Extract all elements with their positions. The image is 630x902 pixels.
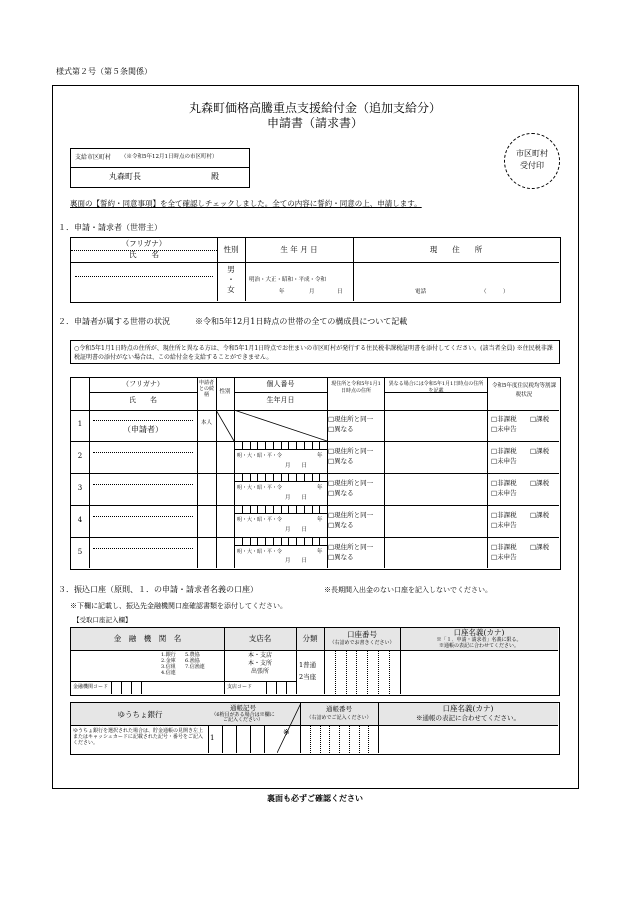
digit-separator bbox=[265, 473, 266, 481]
row-undeclared: □未申告 bbox=[491, 553, 517, 561]
yucho-note: ゆうちょ銀行を選択された場合は、貯金通帳の見開き左上またはキャッシュカードに記載された記号・番号をご記入ください。 bbox=[73, 728, 204, 746]
row-month-day: 月 日 bbox=[285, 527, 308, 533]
digit-separator bbox=[242, 473, 243, 481]
digit-separator bbox=[288, 537, 289, 545]
digit-separator bbox=[304, 473, 305, 481]
title-line2: 申請書（請求書） bbox=[266, 116, 363, 130]
section2-heading-note: ※令和5年12月1日時点の世帯の全ての構成員について記載 bbox=[195, 317, 408, 326]
s2-mynumber-header: 個人番号 bbox=[266, 380, 295, 388]
row-different: □異なる bbox=[328, 521, 354, 529]
bank-name-header: 金 融 機 関 名 bbox=[113, 634, 182, 643]
digit-separator bbox=[265, 505, 266, 513]
s2-diff-header: 異なる場合には令和5年1月1日時点の住所を記載 bbox=[388, 381, 484, 394]
row-undeclared: □未申告 bbox=[491, 521, 517, 529]
digit-separator bbox=[389, 650, 390, 694]
bank-table bbox=[70, 627, 560, 696]
digit-separator bbox=[304, 441, 305, 449]
row-month-day: 月 日 bbox=[285, 558, 308, 564]
row-nen: 年 bbox=[317, 453, 323, 459]
digit-separator bbox=[288, 473, 289, 481]
row-number: 2 bbox=[77, 452, 83, 460]
digit-separator bbox=[276, 681, 277, 694]
row-different: □異なる bbox=[328, 489, 354, 497]
row-month-day: 月 日 bbox=[285, 463, 308, 469]
row-era: 明・大・昭・平・令 bbox=[237, 485, 283, 491]
row-taxed: □課税 bbox=[530, 415, 550, 423]
bank-type-4: 4.信連 bbox=[161, 670, 176, 676]
holder-header: 口座名義(カナ) bbox=[453, 628, 505, 637]
digit-separator bbox=[319, 441, 320, 449]
recipient-label: 支給市区町村 bbox=[75, 154, 112, 161]
bank-type-1: 1.銀行 bbox=[161, 652, 176, 658]
applicant-table bbox=[70, 237, 561, 303]
digit-separator bbox=[304, 537, 305, 545]
digit-separator bbox=[264, 725, 265, 753]
recipient-box bbox=[70, 148, 250, 188]
household-table bbox=[70, 377, 561, 570]
row-undeclared: □未申告 bbox=[491, 457, 517, 465]
row-same: □現住所と同一 bbox=[328, 479, 374, 487]
digit-separator bbox=[310, 725, 311, 753]
section3-note2: ※下欄に記載し、振込先金融機関口座確認書類を添付してください。 bbox=[70, 602, 287, 610]
row-era: 明・大・昭・平・令 bbox=[237, 549, 283, 555]
digit-separator bbox=[319, 505, 320, 513]
digit-separator bbox=[288, 441, 289, 449]
digit-separator bbox=[273, 505, 274, 513]
holder-note1: ※「１．申請・請求者」名義に限る。 bbox=[436, 637, 522, 643]
row-taxed: □課税 bbox=[530, 511, 550, 519]
bank-type-6: 6.漁協 bbox=[185, 658, 200, 664]
digit-separator bbox=[319, 473, 320, 481]
s2-furigana-header: （フリガナ） bbox=[122, 380, 164, 388]
notice-box bbox=[70, 340, 560, 364]
passbook-symbol-note: （6桁目がある場合は※欄にご記入ください） bbox=[211, 712, 275, 723]
s1-phone: 電話 bbox=[415, 289, 427, 295]
row-same: □現住所と同一 bbox=[328, 511, 374, 519]
row-number: 5 bbox=[77, 548, 83, 556]
digit-separator bbox=[320, 725, 321, 753]
bank-type-3: 3.信組 bbox=[161, 664, 176, 670]
digit-separator bbox=[236, 725, 237, 753]
digit-separator bbox=[286, 681, 287, 694]
passbook-number-note: （右詰めでご記入ください） bbox=[306, 715, 372, 721]
row-taxed: □課税 bbox=[530, 479, 550, 487]
branch-type-1: 本・支店 bbox=[247, 652, 272, 659]
s1-name-header: 氏 名 bbox=[129, 250, 159, 259]
digit-separator bbox=[265, 441, 266, 449]
digit-separator bbox=[250, 505, 251, 513]
agreement-text: 裏面の【誓約・同意事項】を全て確認しチェックしました。全ての内容に誓約・同意の上、申請します。 bbox=[70, 199, 422, 208]
branch-type-3: 出張所 bbox=[250, 668, 269, 675]
yucho-holder-note: ※通帳の表記に合わせてください。 bbox=[416, 714, 520, 722]
digit-separator bbox=[222, 725, 223, 753]
digit-separator bbox=[296, 473, 297, 481]
digit-separator bbox=[141, 681, 142, 694]
digit-separator bbox=[273, 537, 274, 545]
digit-separator bbox=[242, 441, 243, 449]
row-era: 明・大・昭・平・令 bbox=[237, 517, 283, 523]
account-number-note: （右詰めでお書きください） bbox=[329, 640, 395, 646]
row-nen: 年 bbox=[317, 485, 323, 491]
section3-heading: ３．振込口座（原則、１．の申請・請求者名義の口座） bbox=[58, 585, 258, 594]
digit-separator bbox=[281, 441, 282, 449]
class-ordinary: 1普通 bbox=[299, 661, 317, 669]
row-month-day: 月 日 bbox=[285, 495, 308, 501]
row-different: □異なる bbox=[328, 457, 354, 465]
digit-separator bbox=[121, 681, 122, 694]
recipient-note: （※令和5年12月1日時点の市区町村） bbox=[121, 154, 218, 160]
s2-name-header: 氏 名 bbox=[129, 396, 157, 404]
digit-separator bbox=[339, 725, 340, 753]
digit-separator bbox=[359, 725, 360, 753]
digit-separator bbox=[281, 473, 282, 481]
s1-era: 明治・大正・昭和・平成・令和 bbox=[249, 277, 327, 283]
digit-separator bbox=[367, 650, 368, 694]
digit-separator bbox=[257, 441, 258, 449]
class-current: 2当座 bbox=[299, 673, 317, 681]
digit-separator bbox=[257, 473, 258, 481]
digit-separator bbox=[281, 537, 282, 545]
row-undeclared: □未申告 bbox=[491, 425, 517, 433]
yucho-label: ゆうちょ銀行 bbox=[117, 710, 163, 719]
field-label: 【受取口座記入欄】 bbox=[73, 616, 132, 624]
s1-sex-dot: ・ bbox=[227, 275, 235, 284]
bank-type-2: 2.金庫 bbox=[161, 658, 176, 664]
digit-separator bbox=[296, 505, 297, 513]
row-undeclared: □未申告 bbox=[491, 489, 517, 497]
section1-heading: １．申請・請求者（世帯主） bbox=[58, 223, 162, 232]
row-taxed: □課税 bbox=[530, 543, 550, 551]
digit-separator bbox=[281, 505, 282, 513]
row-different: □異なる bbox=[328, 425, 354, 433]
s1-year: 年 bbox=[279, 289, 285, 295]
digit-separator bbox=[111, 681, 112, 694]
digit-separator bbox=[329, 725, 330, 753]
s1-sex-header: 性別 bbox=[223, 245, 239, 254]
row1-diagonal bbox=[216, 410, 327, 441]
digit-separator bbox=[312, 473, 313, 481]
yucho-table bbox=[70, 702, 560, 755]
digit-separator bbox=[250, 473, 251, 481]
s2-jan1-header: 現住所と令和5年1月1日時点の住所 bbox=[331, 381, 381, 394]
digit-separator bbox=[257, 537, 258, 545]
bank-code-label: 金融機関コード bbox=[73, 684, 109, 690]
section2-heading: ２．申請者が属する世帯の状況 bbox=[58, 317, 170, 326]
row-same: □現住所と同一 bbox=[328, 447, 374, 455]
s1-sex-female: 女 bbox=[227, 285, 235, 294]
digit-separator bbox=[296, 537, 297, 545]
row-nen: 年 bbox=[317, 549, 323, 555]
digit-separator bbox=[346, 650, 347, 694]
row-nen: 年 bbox=[317, 517, 323, 523]
yucho-star: ※ bbox=[283, 728, 290, 737]
digit-separator bbox=[312, 505, 313, 513]
digit-separator bbox=[312, 441, 313, 449]
branch-name-header: 支店名 bbox=[248, 634, 272, 643]
digit-separator bbox=[288, 505, 289, 513]
s1-sex-male: 男 bbox=[227, 265, 235, 274]
row-nontax: □非課税 bbox=[491, 415, 517, 423]
digit-separator bbox=[356, 650, 357, 694]
digit-separator bbox=[296, 441, 297, 449]
footer-note: 裏面も必ずご確認ください bbox=[267, 793, 363, 803]
bank-type-7: 7.信漁連 bbox=[185, 664, 205, 670]
digit-separator bbox=[250, 537, 251, 545]
row-different: □異なる bbox=[328, 553, 354, 561]
digit-separator bbox=[273, 473, 274, 481]
notice-text: ○令和5年1月1日時点の住所が、現住所と異なる方は、令和5年1月1日時点でお住まいの市区町村が発行する住民税非課税証明書を添付してください。(該当者全員) ※住民税非課税証明書の添付がない場合は、この給付金を支給することができません。 bbox=[74, 345, 553, 361]
s2-sex-header: 性別 bbox=[219, 389, 231, 395]
row-number: 1 bbox=[77, 420, 83, 428]
bank-type-5: 5.農協 bbox=[185, 652, 200, 658]
digit-separator bbox=[319, 537, 320, 545]
recipient-honorific: 殿 bbox=[211, 172, 219, 181]
row-number: 4 bbox=[77, 516, 83, 524]
holder-note2: ※通帳の表記に合わせてください。 bbox=[438, 643, 519, 649]
s1-phone-paren: （ ） bbox=[481, 289, 509, 295]
form-number: 様式第２号（第５条関係） bbox=[56, 67, 152, 76]
digit-separator bbox=[349, 725, 350, 753]
digit-separator bbox=[257, 505, 258, 513]
row-nontax: □非課税 bbox=[491, 511, 517, 519]
yucho-one: 1 bbox=[210, 734, 215, 742]
row-nontax: □非課税 bbox=[491, 543, 517, 551]
recipient-name: 丸森町長 bbox=[109, 172, 141, 181]
digit-separator bbox=[265, 537, 266, 545]
digit-separator bbox=[242, 505, 243, 513]
digit-separator bbox=[250, 725, 251, 753]
row-taxed: □課税 bbox=[530, 447, 550, 455]
digit-separator bbox=[312, 537, 313, 545]
class-header: 分類 bbox=[302, 634, 318, 643]
stamp-line1: 市区町村 bbox=[516, 149, 548, 158]
row-number: 3 bbox=[77, 484, 83, 492]
section3-heading-note: ※長期間入出金のない口座を記入しないでください。 bbox=[324, 586, 492, 594]
digit-separator bbox=[304, 505, 305, 513]
s2-relation-header: 申請者との続柄 bbox=[198, 380, 214, 398]
reception-stamp bbox=[504, 133, 560, 189]
title-line1: 丸森町価格高騰重点支援給付金（追加支給分） bbox=[188, 101, 441, 115]
row-nontax: □非課税 bbox=[491, 479, 517, 487]
digit-separator bbox=[378, 650, 379, 694]
s1-birth-header: 生 年 月 日 bbox=[280, 245, 318, 254]
yucho-holder-header: 口座名義(カナ) bbox=[442, 704, 494, 713]
s1-day: 日 bbox=[337, 289, 343, 295]
row-nontax: □非課税 bbox=[491, 447, 517, 455]
passbook-symbol-header: 通帳記号 bbox=[230, 704, 256, 712]
digit-separator bbox=[273, 441, 274, 449]
digit-separator bbox=[242, 537, 243, 545]
stamp-line2: 受付印 bbox=[520, 161, 544, 170]
digit-separator bbox=[335, 650, 336, 694]
s1-month: 月 bbox=[309, 289, 315, 295]
passbook-number-header: 通帳番号 bbox=[326, 705, 352, 713]
branch-type-2: 本・支所 bbox=[247, 660, 272, 667]
digit-separator bbox=[250, 441, 251, 449]
row-same: □現住所と同一 bbox=[328, 415, 374, 423]
row-relation: 本人 bbox=[200, 420, 212, 426]
account-number-header: 口座番号 bbox=[347, 630, 377, 639]
digit-separator bbox=[131, 681, 132, 694]
s1-furigana-header: （フリガナ） bbox=[121, 239, 167, 248]
row-era: 明・大・昭・平・令 bbox=[237, 453, 283, 459]
row-name: （申請者） bbox=[123, 425, 163, 434]
branch-code-label: 支店コード bbox=[227, 684, 253, 690]
digit-separator bbox=[368, 725, 369, 753]
digit-separator bbox=[266, 681, 267, 694]
s2-birth-header: 生年月日 bbox=[266, 396, 295, 404]
s2-tax-header: 令和5年度住民税均等割課税状況 bbox=[491, 383, 556, 398]
row-same: □現住所と同一 bbox=[328, 543, 374, 551]
s1-address-header: 現 住 所 bbox=[429, 245, 483, 254]
